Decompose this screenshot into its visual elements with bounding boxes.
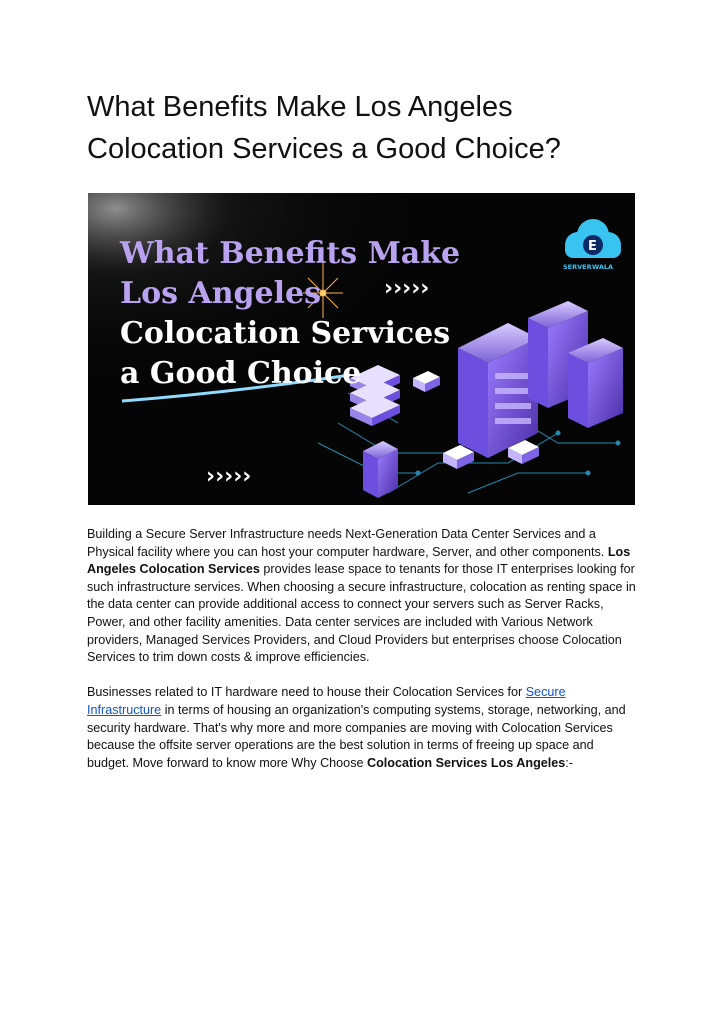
- logo-text-wala: WALA: [592, 263, 614, 271]
- banner-line1: What Benefits Make: [120, 236, 461, 271]
- bold-phrase: Los Angeles Colocation Services: [87, 544, 631, 577]
- page-title: What Benefits Make Los Angeles Colocation Services a Good Choice?: [87, 91, 561, 165]
- article-body: [87, 526, 639, 790]
- banner-line2: Los Angeles: [120, 276, 321, 311]
- secure-infrastructure-link[interactable]: Secure Infrastructure: [87, 685, 566, 717]
- arrows-top: ›››››: [384, 276, 430, 301]
- bold-phrase: Colocation Services Los Angeles: [367, 755, 566, 770]
- logo-letter: E: [588, 239, 597, 254]
- banner-graphic: [88, 193, 635, 505]
- banner-line4: a Good Choice: [120, 356, 362, 391]
- banner-image: [88, 193, 635, 505]
- arrows-bottom: ›››››: [206, 464, 252, 489]
- paragraph-businesses: Businesses related to IT hardware need to house their Colocation Services for Secure Infrastructure in terms of housing an organization's computing systems, storage, networking, and security hardware. That's why more and more companies are moving with Colocation Services because the offsite server operations are the best solution in terms of freeing up space and budget. Move forward to know more Why Choose Colocation Services Los Angeles:-: [87, 685, 626, 770]
- banner-line3: Colocation Services: [120, 316, 451, 351]
- logo-text-server: SERVER: [563, 263, 592, 271]
- paragraph-intro: Building a Secure Server Infrastructure needs Next-Generation Data Center Services and a Physical facility where you can host your computer hardware, Server, and other components. Los Angeles Colocation Services provides lease space to tenants for those IT enterprises looking for such infrastructure services. When choosing a secure infrastructure, colocation as renting space in the data center can provide additional access to connect your servers such as Server Racks, Power, and other facility amenities. Data center services are included with Various Network providers, Managed Services Providers, and Cloud Providers but enterprises choose Colocation Services to trim down costs & improve efficiencies.: [87, 527, 636, 665]
